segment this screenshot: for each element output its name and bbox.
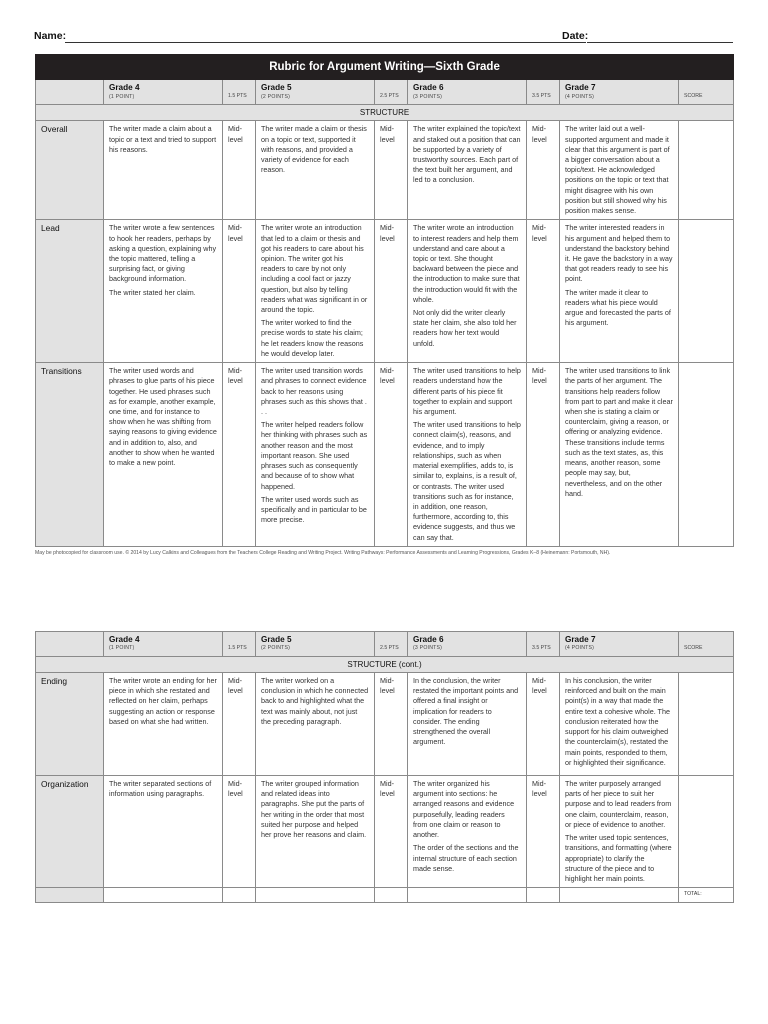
descriptor-text: The writer made it clear to readers what his piece would argue and forecasted the parts of his argument. (565, 287, 671, 328)
descriptor-g7 (560, 363, 679, 547)
descriptor-text: The writer grouped information and related ideas into paragraphs. She put the parts of her writing in the order that most suited her purpose and helped her prove her reasons and claim. (261, 778, 367, 840)
descriptor-text: The writer used transition words and phrases to connect evidence back to her reasons using phrases such as this shows that . . . (261, 366, 367, 416)
criterion-label: Overall (36, 121, 104, 220)
descriptor-g7 (560, 121, 679, 220)
mid-level-cell: Mid- level (527, 220, 560, 363)
total-blank-g4 (104, 888, 223, 903)
date-label: Date: (562, 30, 589, 42)
total-blank-g5 (256, 888, 375, 903)
score-cell[interactable] (679, 775, 734, 887)
descriptor-text: The writer made a claim or thesis on a topic or text, supported it with reasons, and provided a variety of evidence for each reason. (261, 124, 367, 175)
header-grade-7: Grade 7 (4 POINTS) (560, 632, 679, 657)
header-grade-7: Grade 7 (4 POINTS) (560, 80, 679, 105)
rubric-row (36, 363, 734, 547)
total-blank-g7 (560, 888, 679, 903)
rubric-table-page-2 (35, 631, 734, 903)
descriptor-text: The writer wrote an introduction that led to a claim or thesis and got his readers to care about his opinion. The writer got his readers to care by not only including a cool fact or jazzy question, but also by telling readers what was significant in or around the topic. (261, 223, 368, 315)
header-mid-2: 2.5 PTS (375, 80, 408, 105)
title-row (36, 55, 734, 80)
descriptor-g4 (104, 220, 223, 363)
descriptor-g7 (560, 672, 679, 775)
header-score: SCORE (679, 632, 734, 657)
section-structure-cont: STRUCTURE (cont.) (36, 656, 734, 672)
mid-level-cell: Mid- level (527, 775, 560, 887)
descriptor-g6 (408, 363, 527, 547)
descriptor-text: The writer purposely arranged parts of her piece to suit her purpose and to lead readers from one claim, counterclaim, reason, or piece of evidence to another. (565, 778, 672, 829)
descriptor-text: The writer helped readers follow her thinking with phrases such as another reason and the most important reason. She used phrases such as consequently and because of to show what happened. (261, 420, 368, 491)
mid-level-cell: Mid- level (527, 121, 560, 220)
section-header-row (36, 656, 734, 672)
mid-level-cell: Mid- level (527, 363, 560, 547)
score-cell[interactable] (679, 363, 734, 547)
descriptor-g5 (256, 363, 375, 547)
mid-level-cell: Mid- level (527, 672, 560, 775)
descriptor-text: The writer used topic sentences, transitions, and formatting (where appropriate) to clarify the structure of the piece and to highlight her main points. (565, 833, 672, 883)
descriptor-g5 (256, 121, 375, 220)
header-grade-6: Grade 6 (3 POINTS) (408, 632, 527, 657)
mid-level-cell: Mid- level (375, 775, 408, 887)
rubric-title: Rubric for Argument Writing—Sixth Grade (36, 55, 734, 80)
descriptor-text: The writer explained the topic/text and staked out a position that can be supported by a variety of trustworthy sources. Each part of the text built her argument, and led to a conclusion. (413, 124, 521, 185)
descriptor-text: In his conclusion, the writer reinforced and built on the main point(s) in a way that made the entire text a cohesive whole. The conclusion reiterated how the support for his claim outweighed the counterclaim(s), restated the main points, responded to them, or highlighted their significance. (565, 675, 670, 767)
total-blank-m3 (527, 888, 560, 903)
rubric-row (36, 775, 734, 887)
name-date-bar (34, 30, 734, 46)
mid-level-cell: Mid- level (375, 121, 408, 220)
descriptor-g6 (408, 775, 527, 887)
descriptor-text: Not only did the writer clearly state her claim, she also told her readers how her text would unfold. (413, 308, 517, 348)
descriptor-text: The writer used transitions to help readers understand how the different parts of his piece fit together to explain and support his argument. (413, 366, 521, 416)
header-mid-2: 2.5 PTS (375, 632, 408, 657)
header-grade-5: Grade 5 (2 POINTS) (256, 80, 375, 105)
rubric-table-page-1 (35, 54, 734, 547)
descriptor-g5 (256, 220, 375, 363)
total-blank-m1 (223, 888, 256, 903)
rubric-row (36, 121, 734, 220)
descriptor-g4 (104, 121, 223, 220)
descriptor-g6 (408, 121, 527, 220)
descriptor-g4 (104, 672, 223, 775)
header-grade-4: Grade 4 (1 POINT) (104, 80, 223, 105)
descriptor-text: The writer worked on a conclusion in which he connected back to and highlighted what the text was mainly about, not just the preceding paragraph. (261, 675, 369, 726)
header-blank (36, 632, 104, 657)
rubric-row (36, 672, 734, 775)
rubric-row (36, 220, 734, 363)
descriptor-g4 (104, 363, 223, 547)
descriptor-text: The writer laid out a well-supported argument and made it clear that this argument is part of a bigger conversation about a topic/text. He acknowledged positions on the topic or text that might disagree with his own position but still showed why his position makes sense. (565, 124, 670, 216)
header-grade-4: Grade 4 (1 POINT) (104, 632, 223, 657)
grade-header-row (36, 80, 734, 105)
descriptor-text: The writer made a claim about a topic or a text and tried to support his reasons. (109, 124, 217, 154)
mid-level-cell: Mid- level (375, 363, 408, 547)
descriptor-text: The writer used words such as specifically and in particular to be more precise. (261, 494, 367, 525)
copyright-footnote: May be photocopied for classroom use. © 2014 by Lucy Calkins and Colleagues from the Teachers College Reading and Writing Project. Writing Pathways: Performance Assessments and Learning Progressions, Grades K–8 (Heinemann: Portsmouth, NH). (35, 550, 611, 556)
descriptor-g6 (408, 672, 527, 775)
name-field-line[interactable] (65, 42, 586, 43)
score-cell[interactable] (679, 220, 734, 363)
header-mid-3: 3.5 PTS (527, 632, 560, 657)
mid-level-cell: Mid- level (375, 672, 408, 775)
descriptor-text: The writer wrote an introduction to interest readers and help them understand and care about a topic or text. She thought backward between the piece and the introduction to make sure that the introduction would fit with the whole. (413, 223, 520, 304)
mid-level-cell: Mid- level (223, 363, 256, 547)
descriptor-text: The writer separated sections of information using paragraphs. (109, 778, 212, 799)
date-field-line[interactable] (587, 42, 733, 43)
header-mid-1: 1.5 PTS (223, 80, 256, 105)
descriptor-text: The writer used transitions to link the parts of her argument. The transitions help readers follow from part to part and make it clear when she is stating a claim or counterclaim, giving a reason, or offering or analyzing evidence. These transitions include terms such as the text states, as, this means, another reason, some people may say, but, nevertheless, and on the other hand. (565, 366, 673, 498)
mid-level-cell: Mid- level (223, 775, 256, 887)
header-grade-5: Grade 5 (2 POINTS) (256, 632, 375, 657)
mid-level-cell: Mid- level (223, 121, 256, 220)
total-blank-g6 (408, 888, 527, 903)
descriptor-text: The writer used words and phrases to glue parts of his piece together. He used phrases such as for example, another example, one time, and for instance to show when he was shifting from saying reasons to giving evidence and in addition to, also, and another to show when he wanted to make a new point. (109, 366, 217, 468)
mid-level-cell: Mid- level (223, 672, 256, 775)
header-mid-1: 1.5 PTS (223, 632, 256, 657)
descriptor-g4 (104, 775, 223, 887)
total-score-cell[interactable]: TOTAL: (679, 888, 734, 903)
descriptor-g5 (256, 775, 375, 887)
total-blank-m2 (375, 888, 408, 903)
header-mid-3: 3.5 PTS (527, 80, 560, 105)
header-grade-6: Grade 6 (3 POINTS) (408, 80, 527, 105)
criterion-label: Ending (36, 672, 104, 775)
criterion-label: Transitions (36, 363, 104, 547)
header-score: SCORE (679, 80, 734, 105)
descriptor-text: The writer wrote a few sentences to hook her readers, perhaps by asking a question, explaining why the topic mattered, telling a surprising fact, or giving background information. (109, 223, 217, 284)
section-structure: STRUCTURE (36, 104, 734, 120)
section-header-row (36, 104, 734, 120)
total-blank-label (36, 888, 104, 903)
name-label: Name: (34, 30, 67, 42)
descriptor-text: The writer wrote an ending for her piece in which she restated and reflected on her claim, perhaps suggesting an action or response based on what she had written. (109, 675, 217, 726)
score-cell[interactable] (679, 672, 734, 775)
criterion-label: Organization (36, 775, 104, 887)
grade-header-row (36, 632, 734, 657)
descriptor-text: The writer used transitions to help connect claim(s), reasons, and evidence, and to imply relationships, such as when material exemplifies, adds to, is similar to, explains, is a result of, or contrasts. The writer used transitions such as for instance, in addition, one reason, furthermore, according to, this evidence suggests, and thus we can say that. (413, 420, 521, 542)
mid-level-cell: Mid- level (375, 220, 408, 363)
descriptor-g5 (256, 672, 375, 775)
total-row (36, 888, 734, 903)
descriptor-text: The order of the sections and the internal structure of each section made sense. (413, 843, 519, 873)
header-blank (36, 80, 104, 105)
descriptor-text: The writer stated her claim. (109, 287, 196, 297)
descriptor-text: In the conclusion, the writer restated the important points and offered a final insight or implication for readers to consider. The ending strengthened the overall argument. (413, 675, 519, 747)
descriptor-g7 (560, 775, 679, 887)
descriptor-g6 (408, 220, 527, 363)
descriptor-text: The writer worked to find the precise words to state his claim; he let readers know the reasons he would develop later. (261, 318, 364, 358)
descriptor-text: The writer interested readers in his argument and helped them to understand the backstory behind it. He gave the backstory in a way that got readers ready to see his point. (565, 223, 673, 284)
descriptor-text: The writer organized his argument into sections: he arranged reasons and evidence purposefully, leading readers from one claim or reason to another. (413, 778, 515, 840)
score-cell[interactable] (679, 121, 734, 220)
mid-level-cell: Mid- level (223, 220, 256, 363)
descriptor-g7 (560, 220, 679, 363)
criterion-label: Lead (36, 220, 104, 363)
